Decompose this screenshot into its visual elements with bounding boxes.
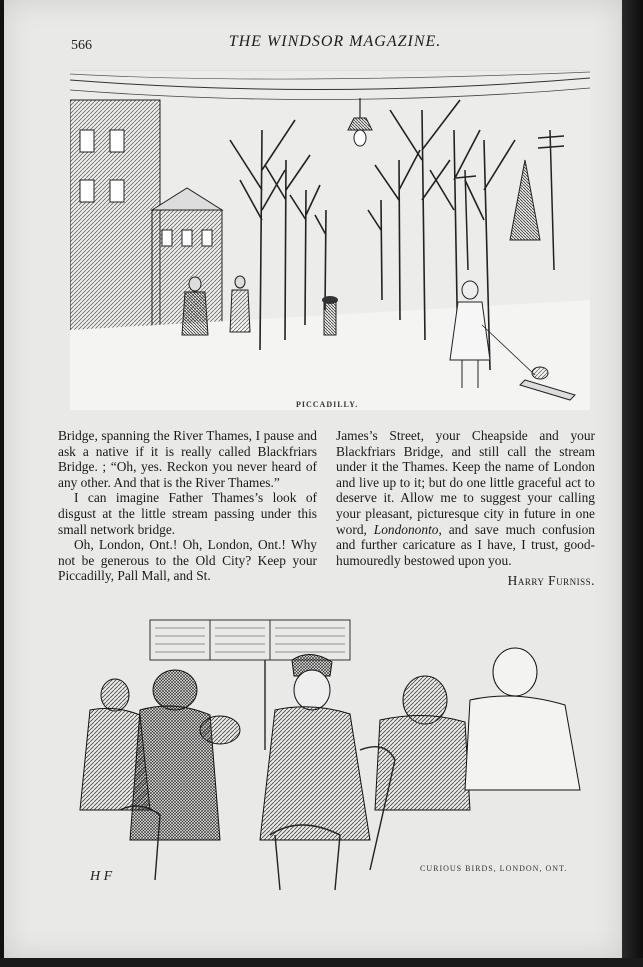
- piccadilly-illustration: [70, 70, 590, 410]
- page-bottom-shadow: [0, 958, 643, 967]
- article-column-right: [336, 428, 595, 589]
- paragraph: [336, 428, 595, 568]
- paragraph-text: , and save much confusion and further caricature as I have, I trust, good-humouredly bestowed upon you.: [336, 521, 595, 568]
- piccadilly-caption: PICCADILLY.: [296, 400, 359, 409]
- paragraph: Bridge, spanning the River Thames, I pause and ask a native if it is really called Blackfriars Bridge. ; “Oh, yes. Reckon you never heard of any other. And that is the River Thames.”: [58, 428, 317, 490]
- page-number: 566: [71, 38, 92, 53]
- paragraph: I can imagine Father Thames’s look of disgust at the little stream passing under this small network bridge.: [58, 490, 317, 537]
- curious-birds-illustration: [70, 610, 590, 900]
- paragraph-text: James’s Street, your Cheapside and your Blackfriars Bridge, and still call the stream under it the Thames. Keep the name of London and live up to it; but do one little graceful act to deserve it. Allow me to suggest your calling your pleasant, picturesque city in future in one word,: [336, 428, 595, 537]
- author-signature: Harry Furniss.: [507, 573, 595, 589]
- curious-birds-caption: CURIOUS BIRDS, LONDON, ONT.: [420, 864, 568, 873]
- page-edge-shadow: [622, 0, 643, 967]
- article-column-left: [58, 428, 317, 584]
- artist-monogram: H F: [90, 869, 113, 884]
- magazine-title: THE WINDSOR MAGAZINE.: [228, 33, 442, 50]
- paragraph: Oh, London, Ont.! Oh, London, Ont.! Why not be generous to the Old City? Keep your Piccadilly, Pall Mall, and St.: [58, 537, 317, 584]
- emphasized-word: Londononto: [373, 521, 439, 537]
